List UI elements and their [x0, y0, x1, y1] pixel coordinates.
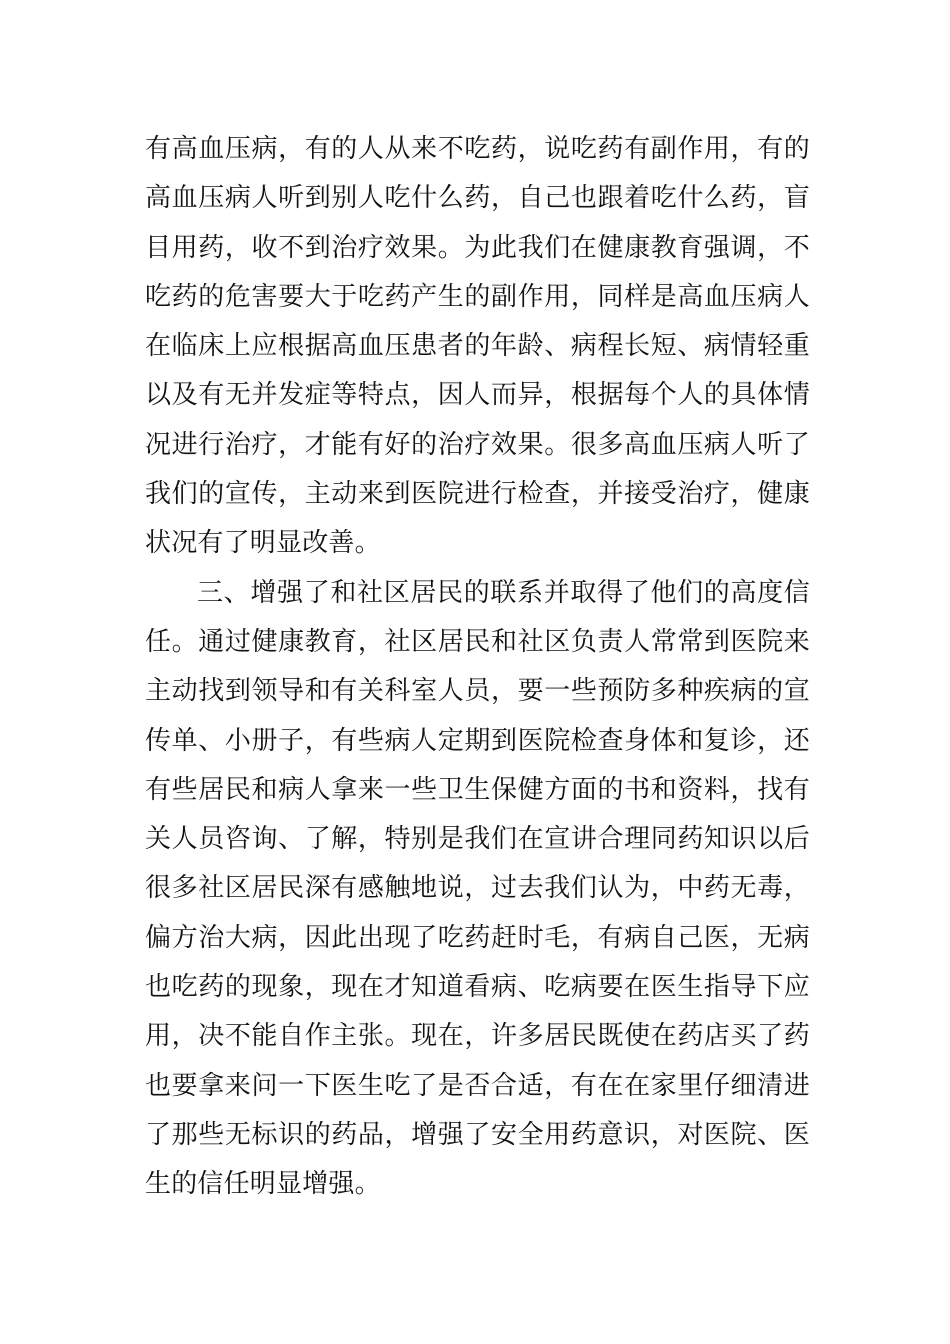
- text-line: 用，决不能自作主张。现在，许多居民既使在药店买了药: [145, 1021, 810, 1052]
- text-line: 生的信任明显增强。: [145, 1169, 381, 1200]
- text-line: 三、增强了和社区居民的联系并取得了他们的高度信: [197, 577, 810, 608]
- text-line: 偏方治大病，因此出现了吃药赶时毛，有病自己医，无病: [145, 922, 810, 953]
- text-line: 了那些无标识的药品，增强了安全用药意识，对医院、医: [145, 1119, 810, 1150]
- text-line: 很多社区居民深有感触地说，过去我们认为，中药无毒，: [145, 873, 810, 904]
- text-line: 目用药，收不到治疗效果。为此我们在健康教育强调，不: [145, 232, 810, 263]
- text-line: 任。通过健康教育，社区居民和社区负责人常常到医院来: [145, 626, 810, 657]
- text-line: 传单、小册子，有些病人定期到医院检查身体和复诊，还: [145, 725, 810, 756]
- text-line: 也要拿来问一下医生吃了是否合适，有在在家里仔细清进: [145, 1070, 810, 1101]
- text-line: 我们的宣传，主动来到医院进行检查，并接受治疗，健康: [145, 479, 810, 510]
- text-line: 主动找到领导和有关科室人员，要一些预防多种疾病的宣: [145, 676, 810, 707]
- text-line: 在临床上应根据高血压患者的年龄、病程长短、病情轻重: [145, 331, 810, 362]
- body-text: [145, 125, 810, 1210]
- text-line: 以及有无并发症等特点，因人而异，根据每个人的具体情: [145, 380, 810, 411]
- text-line: 状况有了明显改善。: [145, 528, 381, 559]
- text-line: 况进行治疗，才能有好的治疗效果。很多高血压病人听了: [145, 429, 810, 460]
- text-line: 吃药的危害要大于吃药产生的副作用，同样是高血压病人: [145, 281, 810, 312]
- text-line: 关人员咨询、了解，特别是我们在宣讲合理同药知识以后: [145, 824, 810, 855]
- text-line: 高血压病人听到别人吃什么药，自己也跟着吃什么药，盲: [145, 183, 810, 214]
- text-line: 也吃药的现象，现在才知道看病、吃病要在医生指导下应: [145, 972, 810, 1003]
- text-line: 有些居民和病人拿来一些卫生保健方面的书和资料，找有: [145, 774, 810, 805]
- text-line: 有高血压病，有的人从来不吃药，说吃药有副作用，有的: [145, 134, 810, 164]
